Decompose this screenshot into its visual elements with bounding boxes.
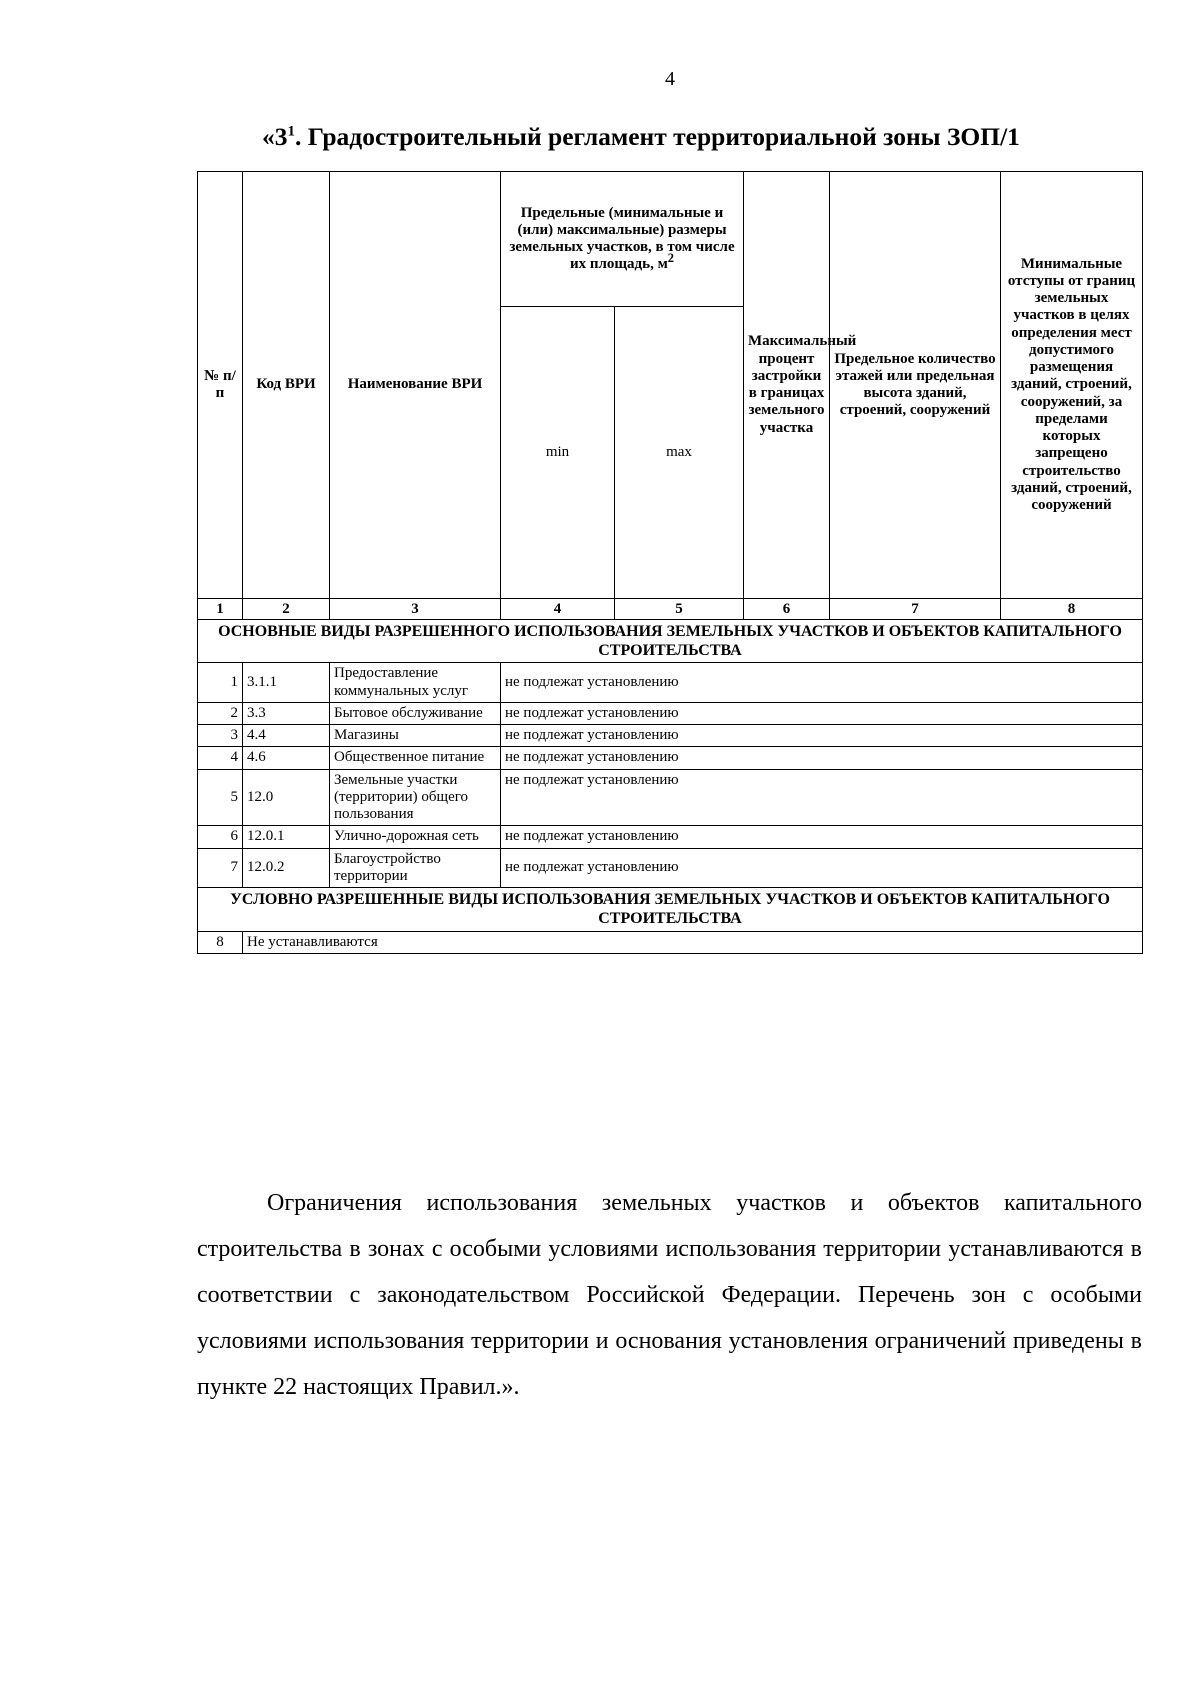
row-number: 2 [198,702,243,724]
header-col-name: Наименование ВРИ [330,172,501,599]
section-main-heading: ОСНОВНЫЕ ВИДЫ РАЗРЕШЕННОГО ИСПОЛЬЗОВАНИЯ ЗЕМЕЛЬНЫХ УЧАСТКОВ И ОБЪЕКТОВ КАПИТАЛЬНОГО СТРОИТЕЛЬСТВА [198,620,1143,663]
header-row [198,172,1143,307]
header-col-floors: Предельное количество этажей или предельная высота зданий, строений, сооружений [830,172,1001,599]
title-prefix: «3 [262,122,288,151]
column-number: 1 [198,599,243,620]
section-main-row [198,620,1143,663]
header-size-group-text: Предельные (минимальные и (или) максимальные) размеры земельных участков, в том числе их площадь, м [509,204,735,273]
table-row [198,826,1143,848]
column-number: 6 [744,599,830,620]
column-number: 2 [243,599,330,620]
row-name: Магазины [330,725,501,747]
section-conditional-heading: УСЛОВНО РАЗРЕШЕННЫЕ ВИДЫ ИСПОЛЬЗОВАНИЯ ЗЕМЕЛЬНЫХ УЧАСТКОВ И ОБЪЕКТОВ КАПИТАЛЬНОГО СТРОИТЕЛЬСТВА [198,888,1143,931]
row-name: Земельные участки (территории) общего пользования [330,769,501,826]
row-number: 5 [198,769,243,826]
row-value: не подлежат установлению [501,769,1143,826]
table-row [198,848,1143,888]
row-value: не подлежат установлению [501,747,1143,769]
row-value: не подлежат установлению [501,725,1143,747]
column-number: 3 [330,599,501,620]
section-conditional-row [198,888,1143,931]
row-value: не подлежат установлению [501,702,1143,724]
column-number: 5 [615,599,744,620]
header-size-group-sup: 2 [667,251,675,266]
row-value: не подлежат установлению [501,826,1143,848]
header-col-code: Код ВРИ [243,172,330,599]
row-number: 3 [198,725,243,747]
page-title [262,122,1020,152]
row-code: 12.0.2 [243,848,330,888]
row-number: 1 [198,663,243,703]
header-col-num: № п/п [198,172,243,599]
title-superscript: 1 [287,123,295,140]
regulation-table [197,171,1143,954]
header-col-min: min [501,307,615,599]
column-numbers-row [198,599,1143,620]
header-col-setbacks: Минимальные отступы от границ земельных участков в целях определения мест допустимого размещения зданий, строений, сооружений, за пределами которых запрещено строительство зданий, строений, сооружений [1001,172,1143,599]
column-number: 8 [1001,599,1143,620]
row-code: 12.0 [243,769,330,826]
body-paragraph-text: Ограничения использования земельных участков и объектов капитального строительства в зонах с особыми условиями использования территории устанавливаются в соответствии с законодательством Российской Федерации. Перечень зон с особыми условиями использования территории и основания установления ограничений приведены в пункте 22 настоящих Правил.». [197,1190,1142,1400]
row-number: 6 [198,826,243,848]
row-number: 4 [198,747,243,769]
row-code: 4.4 [243,725,330,747]
row-code: 3.3 [243,702,330,724]
table-row [198,769,1143,826]
row-code: 3.1.1 [243,663,330,703]
row-value: не подлежат установлению [501,848,1143,888]
row-name: Бытовое обслуживание [330,702,501,724]
row-value: Не устанавливаются [243,931,1143,953]
body-paragraph [197,1180,1142,1410]
row-number: 7 [198,848,243,888]
row-name: Улично-дорожная сеть [330,826,501,848]
title-text: . Градостроительный регламент территориальной зоны ЗОП/1 [295,122,1020,151]
row-name: Благоустройство территории [330,848,501,888]
table-row [198,663,1143,703]
column-number: 7 [830,599,1001,620]
row-number: 8 [198,931,243,953]
header-col-size-group [501,172,744,307]
header-col-max: max [615,307,744,599]
row-code: 12.0.1 [243,826,330,848]
row-name: Общественное питание [330,747,501,769]
table-row [198,747,1143,769]
column-number: 4 [501,599,615,620]
table-row [198,931,1143,953]
page-number: 4 [665,68,675,90]
row-name: Предоставление коммунальных услуг [330,663,501,703]
table-row [198,702,1143,724]
table-row [198,725,1143,747]
row-value: не подлежат установлению [501,663,1143,703]
row-code: 4.6 [243,747,330,769]
header-col-max-percent: Максимальный процент застройки в границах земельного участка [744,172,830,599]
